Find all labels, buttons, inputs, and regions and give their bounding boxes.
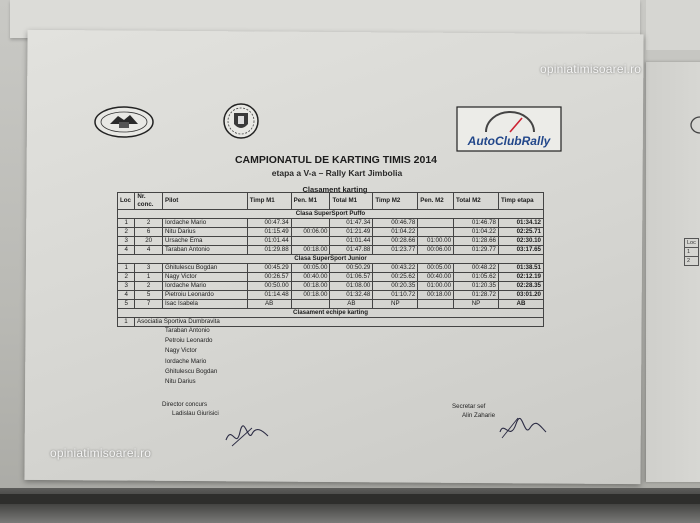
cell: 2 — [135, 219, 163, 228]
cell — [291, 300, 330, 309]
cell: 01:15.49 — [247, 228, 291, 237]
cell: 01:00.00 — [418, 282, 454, 291]
cell: 01:05.62 — [454, 273, 499, 282]
col-header: Timp M2 — [373, 193, 418, 210]
team-rank: 1 — [118, 318, 135, 327]
col-header: Pen. M2 — [418, 193, 454, 210]
cell: Iordache Mario — [162, 282, 247, 291]
cell: 3 — [118, 237, 135, 246]
cell: 00:43.22 — [373, 264, 418, 273]
page-subtitle: etapa a V-a – Rally Kart Jimbolia — [271, 168, 403, 178]
edge-sheet-table — [684, 238, 699, 266]
cell: 1 — [118, 219, 135, 228]
cell: NP — [454, 300, 499, 309]
federation-logo-icon — [94, 106, 154, 138]
cell: 01:28.66 — [454, 237, 499, 246]
cell: 01:10.72 — [373, 291, 418, 300]
team-members — [165, 326, 217, 387]
cell: Ursache Ema — [162, 237, 247, 246]
cell: 01:32.48 — [330, 291, 373, 300]
cell: 02:30.10 — [498, 237, 543, 246]
cell: 01:21.49 — [330, 228, 373, 237]
cell: 20 — [135, 237, 163, 246]
director-signature-icon — [222, 420, 272, 450]
cell: 00:06.00 — [291, 228, 330, 237]
cell: 00:05.00 — [418, 264, 454, 273]
cell: Taraban Antonio — [162, 246, 247, 255]
cell: 01:38.51 — [498, 264, 543, 273]
col-header: Timp M1 — [247, 193, 291, 210]
table-row — [118, 264, 544, 273]
cell: 01:28.72 — [454, 291, 499, 300]
cell: 2 — [118, 273, 135, 282]
cell: Isac Isabela — [162, 300, 247, 309]
cell: 5 — [118, 300, 135, 309]
table-row — [118, 237, 544, 246]
cell: 01:01.44 — [330, 237, 373, 246]
page-title: CAMPIONATUL DE KARTING TIMIS 2014 — [234, 154, 438, 166]
cell: 00:18.00 — [291, 246, 330, 255]
cell: 01:04.22 — [454, 228, 499, 237]
cell: 00:40.00 — [291, 273, 330, 282]
cell — [418, 219, 454, 228]
cell: 00:47.34 — [247, 219, 291, 228]
cell: 00:45.29 — [247, 264, 291, 273]
cell: 00:20.35 — [373, 282, 418, 291]
cell: Ghitulescu Bogdan — [162, 264, 247, 273]
cell — [291, 219, 330, 228]
table-row — [118, 282, 544, 291]
cell: 02:12.19 — [498, 273, 543, 282]
edge-row: 1 — [685, 248, 699, 257]
watermark-bottom: opiniatimisoarei.ro — [50, 446, 152, 460]
cell: 00:48.22 — [454, 264, 499, 273]
cell: 01:01.44 — [247, 237, 291, 246]
col-header: Pen. M1 — [291, 193, 330, 210]
cell — [418, 300, 454, 309]
table-row — [118, 246, 544, 255]
director-role: Director concurs — [162, 401, 208, 408]
section-title: Clasament echipe karting — [118, 309, 544, 318]
cell: 00:18.00 — [291, 282, 330, 291]
cell: 00:06.00 — [418, 246, 454, 255]
edge-header: Loc — [685, 239, 699, 248]
clasament-title: Clasament karting — [302, 185, 368, 194]
team-member: Ghitulescu Bogdan — [165, 367, 218, 375]
cell: NP — [373, 300, 418, 309]
secretary-signature-icon — [496, 414, 548, 444]
cell: 2 — [135, 282, 163, 291]
cell: 02:25.71 — [498, 228, 543, 237]
cell: 01:04.22 — [373, 228, 418, 237]
right-paper-sheet-top — [646, 0, 700, 50]
table-row — [118, 273, 544, 282]
cell: 1 — [118, 264, 135, 273]
cell: 03:17.65 — [498, 246, 543, 255]
cell: 01:47.88 — [330, 246, 373, 255]
col-header: Loc — [118, 193, 135, 210]
section-title: Clasa SuperSport Junior — [118, 255, 544, 264]
cell: Pietroiu Leonardo — [162, 291, 247, 300]
director-signature-block — [162, 400, 219, 418]
autoclub-rally-logo-icon — [456, 106, 562, 152]
col-header: Timp etapa — [498, 193, 543, 210]
edge-row: 2 — [685, 257, 699, 266]
watermark-top: opiniatimisoarei.ro — [540, 62, 642, 76]
results-table — [117, 192, 544, 318]
cell: 01:29.88 — [247, 246, 291, 255]
cell: 3 — [118, 282, 135, 291]
table-row — [118, 291, 544, 300]
cell: 00:40.00 — [418, 273, 454, 282]
edge-logo-icon — [688, 116, 700, 134]
cell: Nitu Darius — [162, 228, 247, 237]
cell: 00:18.00 — [291, 291, 330, 300]
cell: AB — [247, 300, 291, 309]
cell: 4 — [135, 246, 163, 255]
cell: 01:23.77 — [373, 246, 418, 255]
cell: 4 — [118, 291, 135, 300]
team-member: Nagy Victor — [165, 347, 197, 355]
secretary-name: Alin Zaharie — [462, 412, 496, 419]
cell: 00:05.00 — [291, 264, 330, 273]
cell: 00:18.00 — [418, 291, 454, 300]
col-header: Total M1 — [330, 193, 373, 210]
table-row — [118, 219, 544, 228]
cell: 02:28.35 — [498, 282, 543, 291]
cell: 4 — [118, 246, 135, 255]
cell: 01:29.77 — [454, 246, 499, 255]
cell: 01:00.00 — [418, 237, 454, 246]
col-header: Nr. conc. — [135, 193, 163, 210]
cell: 01:20.35 — [454, 282, 499, 291]
team-member: Nitu Darius — [165, 378, 196, 386]
section-row — [118, 210, 544, 219]
team-name: Asociatia Sportiva Dumbravita — [134, 318, 543, 327]
team-member: Taraban Antonio — [165, 327, 210, 334]
col-header: Total M2 — [454, 193, 499, 210]
cell: 00:25.62 — [373, 273, 418, 282]
director-name: Ladislau Giurisici — [172, 410, 219, 417]
cell: 7 — [135, 300, 163, 309]
cell: 01:47.34 — [330, 219, 373, 228]
cell: 00:28.66 — [373, 237, 418, 246]
board-rail — [0, 494, 700, 504]
secretary-role: Secretar sef — [452, 403, 486, 410]
cell: 01:06.57 — [330, 273, 373, 282]
secretary-signature-block — [452, 402, 495, 420]
cell: 01:34.12 — [498, 219, 543, 228]
cell: 6 — [135, 228, 163, 237]
cell: Iordache Mario — [162, 219, 247, 228]
cell: 01:08.00 — [330, 282, 373, 291]
cell: 01:46.78 — [454, 219, 499, 228]
cell: 01:14.48 — [247, 291, 291, 300]
cell — [418, 228, 454, 237]
table-header-row — [118, 193, 544, 210]
team-member: Petroiu Leonardo — [165, 337, 213, 345]
board-frame — [0, 488, 700, 523]
section-title: Clasa SuperSport Puffo — [118, 210, 544, 219]
cell: 03:01.20 — [498, 291, 543, 300]
cell: 00:50.29 — [330, 264, 373, 273]
autoclub-logo-text: AutoClubRally — [467, 134, 551, 148]
cell: 00:50.00 — [247, 282, 291, 291]
table-row — [118, 300, 544, 309]
cell: Nagy Victor — [162, 273, 247, 282]
team-member: Iordache Mario — [165, 357, 207, 365]
col-header: Pilot — [162, 193, 247, 210]
cell: 00:26.57 — [247, 273, 291, 282]
county-crest-icon — [219, 102, 263, 140]
cell: 5 — [135, 291, 163, 300]
cell: 1 — [135, 273, 163, 282]
section-row — [118, 255, 544, 264]
cell: AB — [498, 300, 543, 309]
cell: 3 — [135, 264, 163, 273]
table-row — [118, 228, 544, 237]
cell — [291, 237, 330, 246]
cell: 2 — [118, 228, 135, 237]
cell: AB — [330, 300, 373, 309]
cell: 00:46.78 — [373, 219, 418, 228]
